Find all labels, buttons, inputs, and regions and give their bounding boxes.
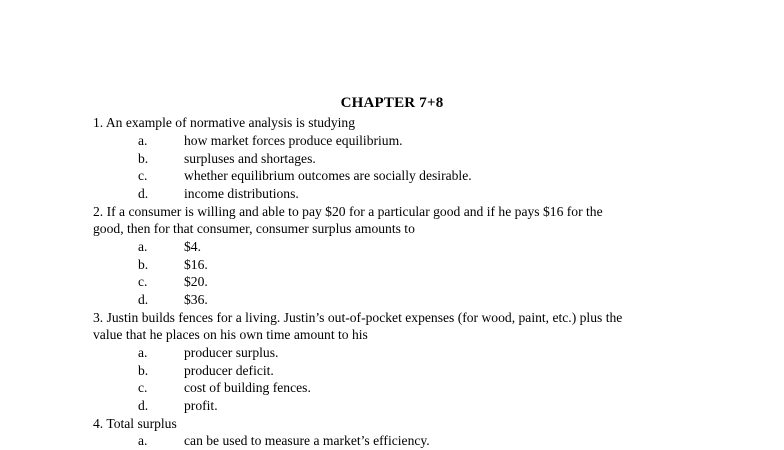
question-2-option-b-letter: b. [138, 257, 149, 272]
question-2-option-c-text: $20. [184, 274, 208, 289]
question-1-option-c-text: whether equilibrium outcomes are socially desirable. [184, 168, 472, 183]
question-2-text-line-2: good, then for that consumer, consumer surplus amounts to [93, 221, 415, 236]
question-2-option-d-letter: d. [138, 292, 149, 307]
question-1-option-a-text: how market forces produce equilibrium. [184, 133, 403, 148]
question-2-text-line-1: 2. If a consumer is willing and able to pay $20 for a particular good and if he pays $16 for the [93, 204, 603, 219]
question-2-option-c-letter: c. [138, 274, 148, 289]
question-3-option-d-letter: d. [138, 398, 149, 413]
question-4-text: 4. Total surplus [93, 416, 177, 431]
question-3-option-c-letter: c. [138, 380, 148, 395]
question-3-option-a-text: producer surplus. [184, 345, 279, 360]
question-2-option-d-text: $36. [184, 292, 208, 307]
question-2-option-a-letter: a. [138, 239, 148, 254]
question-1-option-b-letter: b. [138, 151, 149, 166]
question-4-option-a-text: can be used to measure a market’s efficiency. [184, 433, 430, 448]
question-1-option-a-letter: a. [138, 133, 148, 148]
question-3-option-d-text: profit. [184, 398, 218, 413]
question-3-option-b-letter: b. [138, 363, 149, 378]
question-1-option-d-text: income distributions. [184, 186, 299, 201]
question-3-option-c-text: cost of building fences. [184, 380, 311, 395]
question-3-option-a-letter: a. [138, 345, 148, 360]
question-1-option-d-letter: d. [138, 186, 149, 201]
question-2-option-b-text: $16. [184, 257, 208, 272]
question-1-option-c-letter: c. [138, 168, 148, 183]
chapter-title: CHAPTER 7+8 [340, 95, 444, 111]
question-3-option-b-text: producer deficit. [184, 363, 274, 378]
question-3-text-line-1: 3. Justin builds fences for a living. Justin’s out-of-pocket expenses (for wood, paint, etc.) plus the [93, 310, 623, 325]
question-4-option-a-letter: a. [138, 433, 148, 448]
question-2-option-a-text: $4. [184, 239, 201, 254]
question-1-option-b-text: surpluses and shortages. [184, 151, 316, 166]
question-3-text-line-2: value that he places on his own time amount to his [93, 327, 368, 342]
question-1-text: 1. An example of normative analysis is studying [93, 115, 356, 130]
